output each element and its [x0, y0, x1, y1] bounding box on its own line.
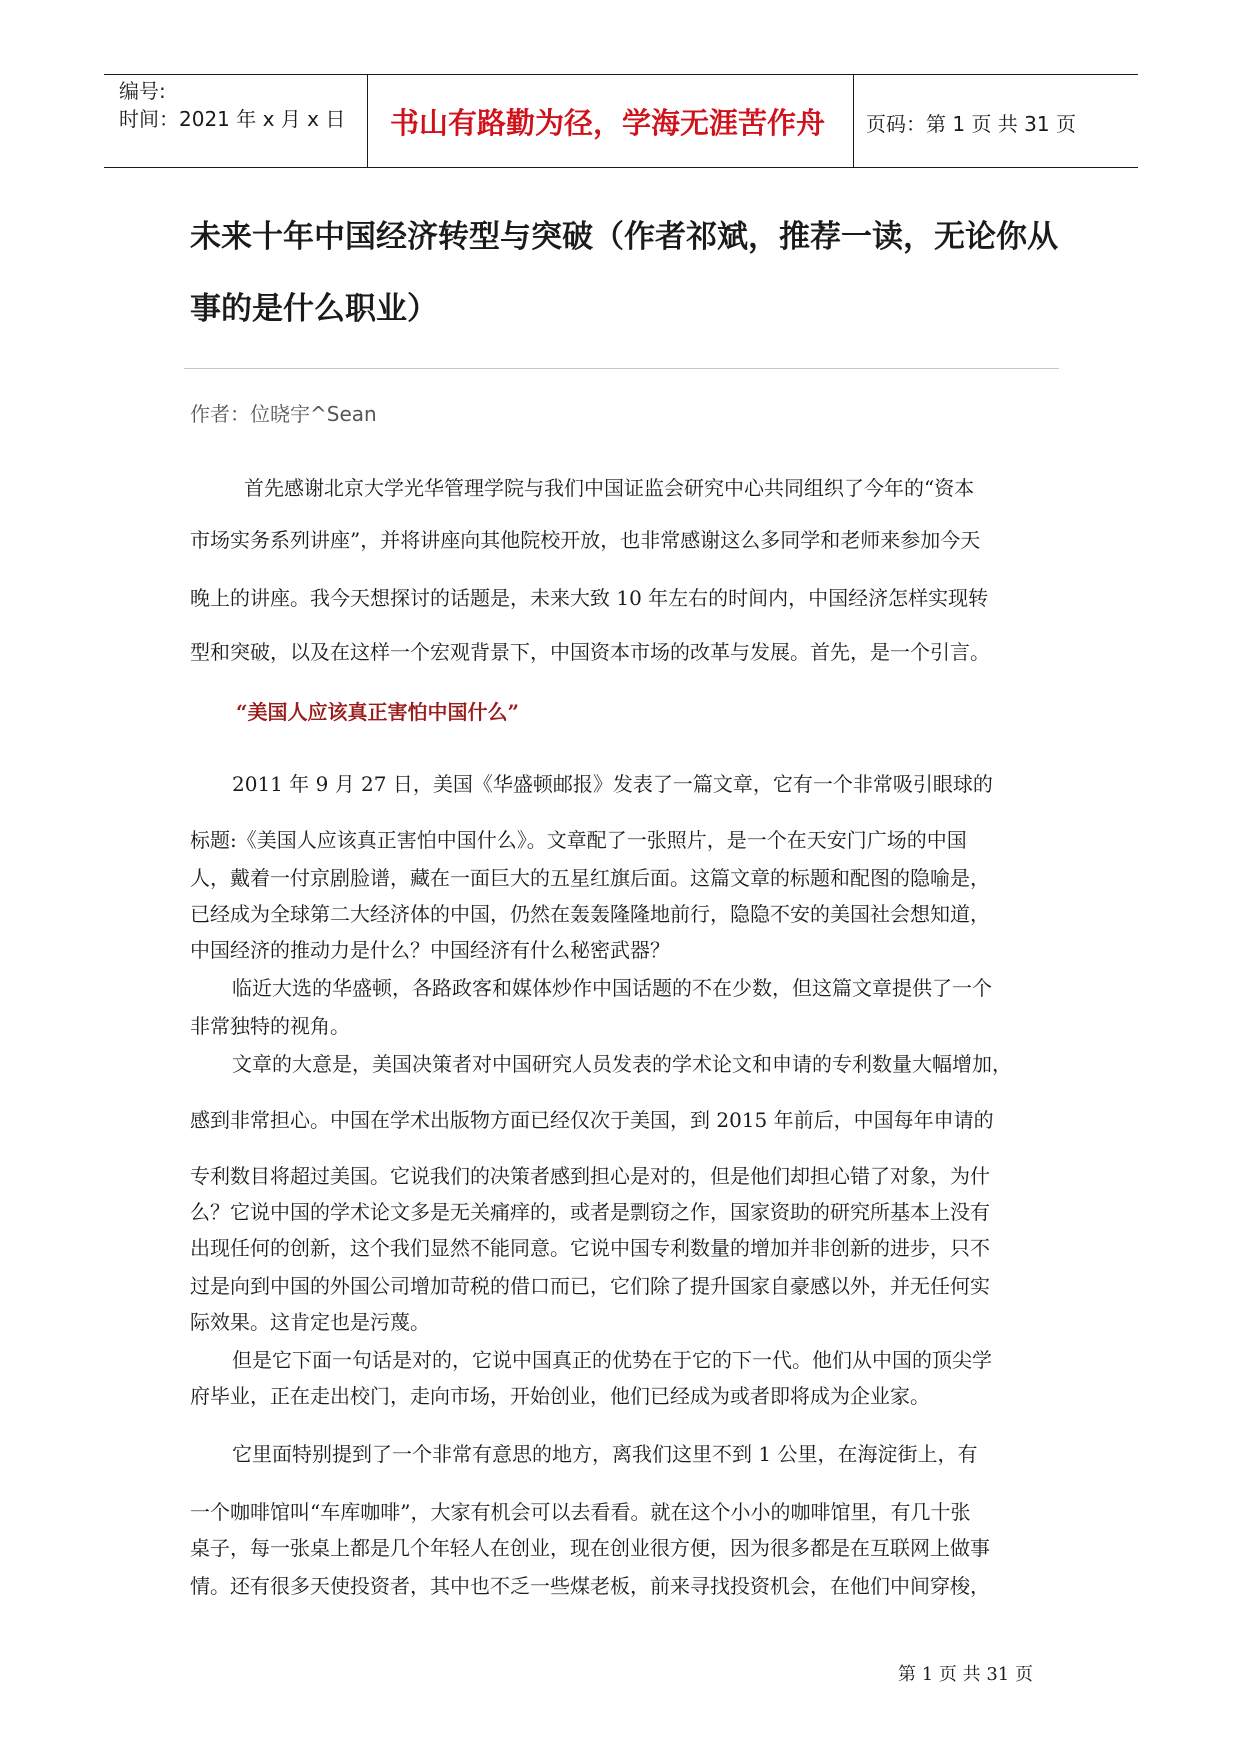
body-line: 中国经济的推动力是什么？中国经济有什么秘密武器？ — [190, 938, 670, 962]
body-line: 临近大选的华盛顿，各路政客和媒体炒作中国话题的不在少数，但这篇文章提供了一个 — [232, 976, 992, 1000]
body-line: 非常独特的视角。 — [190, 1014, 350, 1038]
body-line: 么？它说中国的学术论文多是无关痛痒的，或者是剽窃之作，国家资助的研究所基本上没有 — [190, 1200, 990, 1224]
header-divider-left — [367, 74, 368, 168]
header-motto: 书山有路勤为径，学海无涯苦作舟 — [390, 106, 826, 140]
header-bottom-rule — [104, 167, 1138, 168]
header-top-rule — [104, 74, 1138, 75]
section-subheading: “美国人应该真正害怕中国什么” — [236, 700, 520, 724]
body-line: 文章的大意是，美国决策者对中国研究人员发表的学术论文和申请的专利数量大幅增加， — [232, 1052, 1012, 1076]
body-line: 人，戴着一付京剧脸谱，藏在一面巨大的五星红旗后面。这篇文章的标题和配图的隐喻是， — [190, 866, 990, 890]
body-line: 首先感谢北京大学光华管理学院与我们中国证监会研究中心共同组织了今年的“资本 — [244, 476, 975, 500]
body-line: 专利数目将超过美国。它说我们的决策者感到担心是对的，但是他们却担心错了对象，为什 — [190, 1164, 990, 1188]
body-line: 府毕业，正在走出校门，走向市场，开始创业，他们已经成为或者即将成为企业家。 — [190, 1384, 930, 1408]
body-line: 已经成为全球第二大经济体的中国，仍然在轰轰隆隆地前行，隐隐不安的美国社会想知道， — [190, 902, 990, 926]
body-line: 情。还有很多天使投资者，其中也不乏一些煤老板，前来寻找投资机会，在他们中间穿梭， — [190, 1574, 990, 1598]
body-line: 一个咖啡馆叫“车库咖啡”，大家有机会可以去看看。就在这个小小的咖啡馆里，有几十张 — [190, 1500, 971, 1524]
body-line: 晚上的讲座。我今天想探讨的话题是，未来大致 10 年左右的时间内，中国经济怎样实现转 — [190, 586, 989, 610]
body-line: 但是它下面一句话是对的，它说中国真正的优势在于它的下一代。他们从中国的顶尖学 — [232, 1348, 992, 1372]
article-title-line-1: 未来十年中国经济转型与突破（作者祁斌，推荐一读，无论你从 — [190, 219, 1058, 255]
header-page-info: 页码：第 1 页 共 31 页 — [866, 112, 1076, 136]
body-line: 市场实务系列讲座”，并将讲座向其他院校开放，也非常感谢这么多同学和老师来参加今天 — [190, 528, 981, 552]
body-line: 标题:《美国人应该真正害怕中国什么》。文章配了一张照片，是一个在天安门广场的中国 — [190, 828, 967, 852]
header-divider-right — [853, 74, 854, 168]
header-time-label: 时间：2021 年 x 月 x 日 — [119, 107, 346, 131]
title-divider — [184, 368, 1059, 369]
body-line: 型和突破，以及在这样一个宏观背景下，中国资本市场的改革与发展。首先，是一个引言。 — [190, 640, 990, 664]
article-title-line-2: 事的是什么职业） — [190, 291, 438, 327]
body-line: 感到非常担心。中国在学术出版物方面已经仅次于美国，到 2015 年前后，中国每年申请的 — [190, 1108, 994, 1132]
body-line: 过是向到中国的外国公司增加苛税的借口而已，它们除了提升国家自豪感以外，并无任何实 — [190, 1274, 990, 1298]
author-line: 作者：位晓宇^Sean — [190, 402, 377, 426]
body-line: 它里面特别提到了一个非常有意思的地方，离我们这里不到 1 公里，在海淀街上，有 — [232, 1442, 978, 1466]
header-number-label: 编号: — [119, 79, 166, 103]
body-line: 桌子，每一张桌上都是几个年轻人在创业，现在创业很方便，因为很多都是在互联网上做事 — [190, 1536, 990, 1560]
body-line: 2011 年 9 月 27 日，美国《华盛顿邮报》发表了一篇文章，它有一个非常吸引眼球的 — [232, 772, 993, 796]
footer-page-number: 第 1 页 共 31 页 — [898, 1664, 1033, 1685]
body-line: 出现任何的创新，这个我们显然不能同意。它说中国专利数量的增加并非创新的进步，只不 — [190, 1236, 990, 1260]
body-line: 际效果。这肯定也是污蔑。 — [190, 1310, 430, 1334]
